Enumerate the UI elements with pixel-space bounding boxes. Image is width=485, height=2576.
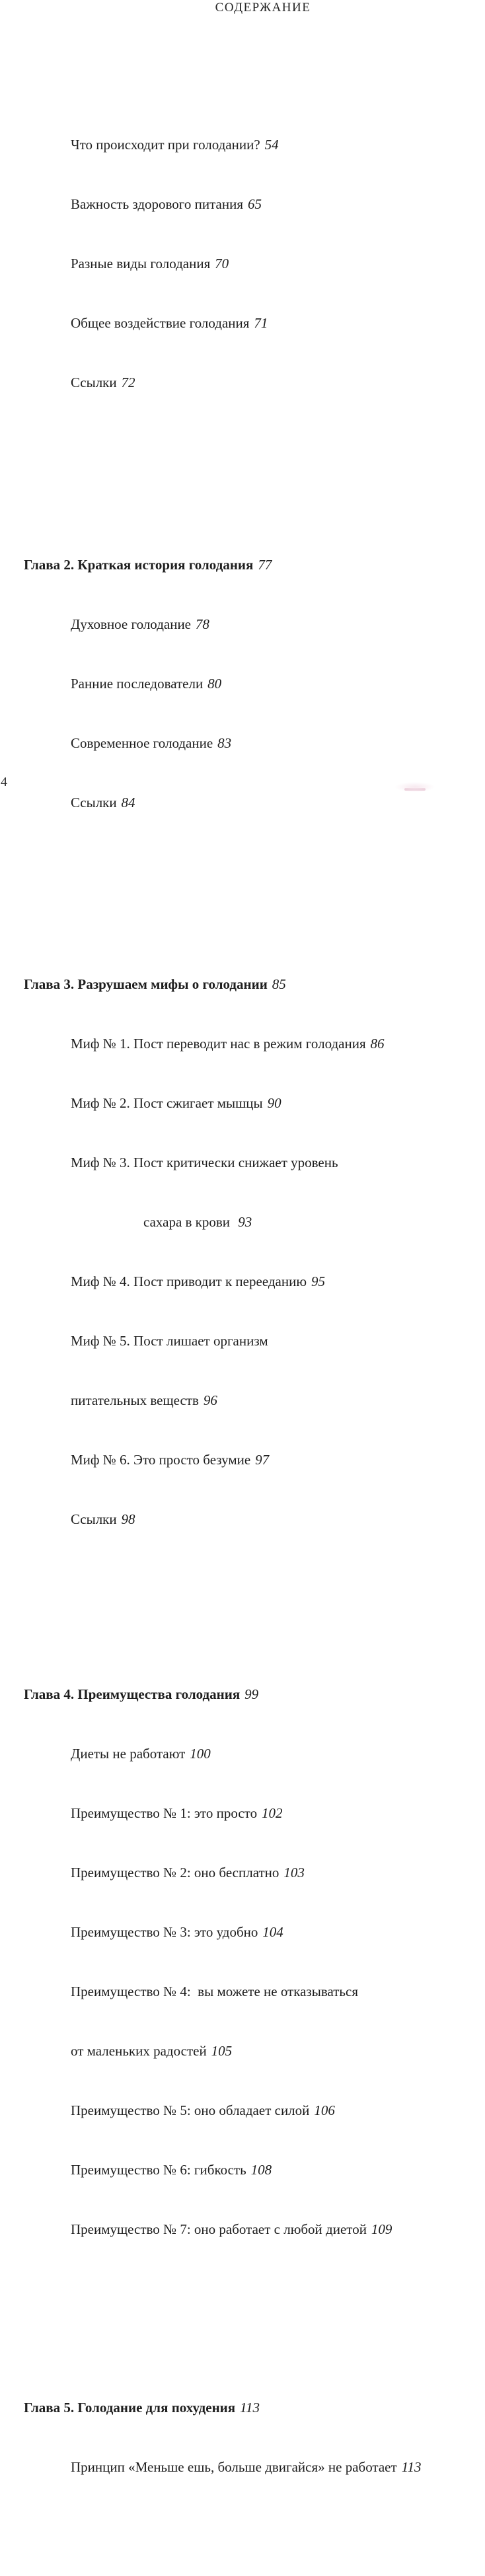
toc-section	[24, 515, 485, 852]
toc-entry-title: Преимущество № 2: оно бесплатно	[71, 1865, 280, 1880]
toc-entry[interactable]	[24, 1153, 485, 1172]
toc-chapter-page-number: 85	[272, 976, 286, 992]
toc-entry-title: Диеты не работают	[71, 1746, 186, 1762]
toc-entry[interactable]	[24, 793, 485, 812]
toc-entry[interactable]	[24, 313, 485, 333]
toc-entry-page-number: 80	[207, 676, 222, 692]
toc-entry-page-number: 65	[247, 196, 262, 212]
toc-entry-page-number: 108	[250, 2162, 272, 2178]
toc-entry[interactable]	[24, 1450, 485, 1470]
toc-entry[interactable]	[24, 614, 485, 634]
toc-entry-title: Миф № 6. Это просто безумие	[71, 1452, 251, 1468]
toc-chapter-entry[interactable]	[24, 1684, 485, 1704]
toc-entry[interactable]	[24, 1922, 485, 1942]
toc-entry-title: Миф № 3. Пост критически снижает уровень	[71, 1155, 338, 1170]
toc-chapter-entry[interactable]	[24, 555, 485, 575]
toc-entry-title: Преимущество № 4: вы можете не отказываться	[71, 1984, 358, 1999]
toc-chapter-title: Глава 2. Краткая история голодания	[24, 557, 254, 573]
toc-entry[interactable]	[24, 2160, 485, 2180]
toc-entry-title: Ранние последователи	[71, 676, 204, 692]
toc-entry[interactable]	[24, 1034, 485, 1054]
toc-section	[24, 2358, 485, 2517]
toc-entry-title: Важность здорового питания	[71, 196, 244, 212]
toc-entry-title: Что происходит при голодании?	[71, 137, 260, 153]
toc-entry[interactable]	[24, 1803, 485, 1823]
toc-entry[interactable]	[24, 2457, 485, 2477]
toc-chapter-page-number: 77	[258, 557, 272, 573]
toc-entry-title: Преимущество № 7: оно работает с любой диетой	[71, 2221, 367, 2237]
toc-entry-page-number: 95	[311, 1273, 325, 1289]
toc-entry[interactable]	[24, 1331, 485, 1351]
toc-entry-page-number: 54	[264, 137, 279, 153]
toc-chapter-page-number: 113	[240, 2400, 260, 2415]
toc-entry-title: Преимущество № 1: это просто	[71, 1805, 258, 1821]
toc-entry-continuation[interactable]	[24, 2041, 485, 2061]
toc-entry-title: Преимущество № 6: гибкость	[71, 2162, 246, 2178]
toc-chapter-title: Глава 5. Голодание для похудения	[24, 2400, 236, 2415]
toc-entry-page-number: 97	[255, 1452, 270, 1468]
toc-entry-title: Духовное голодание	[71, 616, 191, 632]
toc-entry-page-number: 78	[195, 616, 209, 632]
toc-entry[interactable]	[24, 1744, 485, 1764]
toc-entry-page-number: 93	[238, 1214, 252, 1230]
toc-entry-page-number	[338, 1155, 343, 1170]
toc-entry-page-number: 100	[190, 1746, 211, 1762]
toc-entry-title: Ссылки	[71, 1511, 117, 1527]
toc-entry-title: Общее воздействие голодания	[71, 315, 250, 331]
toc-chapter-title: Глава 4. Преимущества голодания	[24, 1686, 241, 1702]
toc-entry-page-number: 83	[217, 735, 232, 751]
toc-entry-title: Миф № 4. Пост приводит к перееданию	[71, 1273, 307, 1289]
toc-entry[interactable]	[24, 373, 485, 392]
toc-entry[interactable]	[24, 1509, 485, 1529]
toc-entry[interactable]	[24, 135, 485, 155]
toc-entry-page-number: 70	[215, 256, 229, 271]
toc-entry-title: Разные виды голодания	[71, 256, 211, 271]
toc-entry-page-number: 109	[371, 2221, 392, 2237]
page-number-folio: 4	[1, 775, 7, 789]
table-of-contents	[24, 36, 485, 2576]
toc-chapter-entry[interactable]	[24, 974, 485, 994]
toc-entry-page-number: 106	[314, 2102, 335, 2118]
toc-entry-title: Миф № 2. Пост сжигает мышцы	[71, 1095, 263, 1111]
page-title: СОДЕРЖАНИЕ	[215, 1, 311, 15]
toc-entry-title: от маленьких радостей	[71, 2043, 207, 2059]
toc-entry[interactable]	[24, 2100, 485, 2120]
toc-entry-page-number: 102	[262, 1805, 283, 1821]
toc-entry[interactable]	[24, 733, 485, 753]
toc-entry-title: Принцип «Меньше ешь, больше двигайся» не работает	[71, 2459, 397, 2475]
toc-entry[interactable]	[24, 674, 485, 694]
toc-chapter-entry[interactable]	[24, 2398, 485, 2417]
toc-chapter-title: Глава 3. Разрушаем мифы о голодании	[24, 976, 268, 992]
toc-entry-page-number: 113	[401, 2459, 422, 2475]
toc-entry-title: Ссылки	[71, 795, 117, 810]
toc-entry-page-number: 104	[262, 1924, 283, 1940]
toc-entry-page-number: 105	[211, 2043, 233, 2059]
toc-section	[24, 935, 485, 1569]
toc-entry[interactable]	[24, 1093, 485, 1113]
toc-entry-title: сахара в крови	[143, 1214, 234, 1230]
toc-entry-page-number: 96	[203, 1392, 217, 1408]
toc-entry-page-number: 98	[121, 1511, 135, 1527]
toc-entry[interactable]	[24, 1271, 485, 1291]
toc-entry[interactable]	[24, 254, 485, 273]
toc-entry-page-number: 86	[370, 1036, 385, 1052]
toc-entry-page-number: 90	[267, 1095, 281, 1111]
toc-entry-title: Миф № 1. Пост переводит нас в режим голодания	[71, 1036, 366, 1052]
toc-entry-page-number	[358, 1984, 363, 1999]
pink-highlight-marker	[404, 788, 426, 791]
toc-entry-title: Миф № 5. Пост лишает организм	[71, 1333, 268, 1349]
toc-section	[24, 95, 485, 432]
toc-entry-title: Современное голодание	[71, 735, 213, 751]
toc-entry-page-number	[268, 1333, 273, 1349]
toc-chapter-page-number: 99	[244, 1686, 259, 1702]
toc-entry[interactable]	[24, 1982, 485, 2001]
toc-section	[24, 1645, 485, 2279]
toc-entry-page-number: 72	[121, 375, 135, 390]
toc-entry-title: Преимущество № 3: это удобно	[71, 1924, 258, 1940]
toc-entry-title: Ссылки	[71, 375, 117, 390]
toc-entry-title: Преимущество № 5: оно обладает силой	[71, 2102, 310, 2118]
toc-entry-page-number: 103	[283, 1865, 305, 1880]
toc-entry[interactable]	[24, 2219, 485, 2239]
toc-entry-continuation[interactable]	[24, 1212, 485, 1232]
toc-entry-page-number: 71	[254, 315, 268, 331]
toc-entry[interactable]	[24, 1863, 485, 1882]
toc-entry[interactable]	[24, 194, 485, 214]
toc-entry-page-number: 84	[121, 795, 135, 810]
toc-entry-title: питательных веществ	[71, 1392, 199, 1408]
toc-entry-continuation[interactable]	[24, 1390, 485, 1410]
